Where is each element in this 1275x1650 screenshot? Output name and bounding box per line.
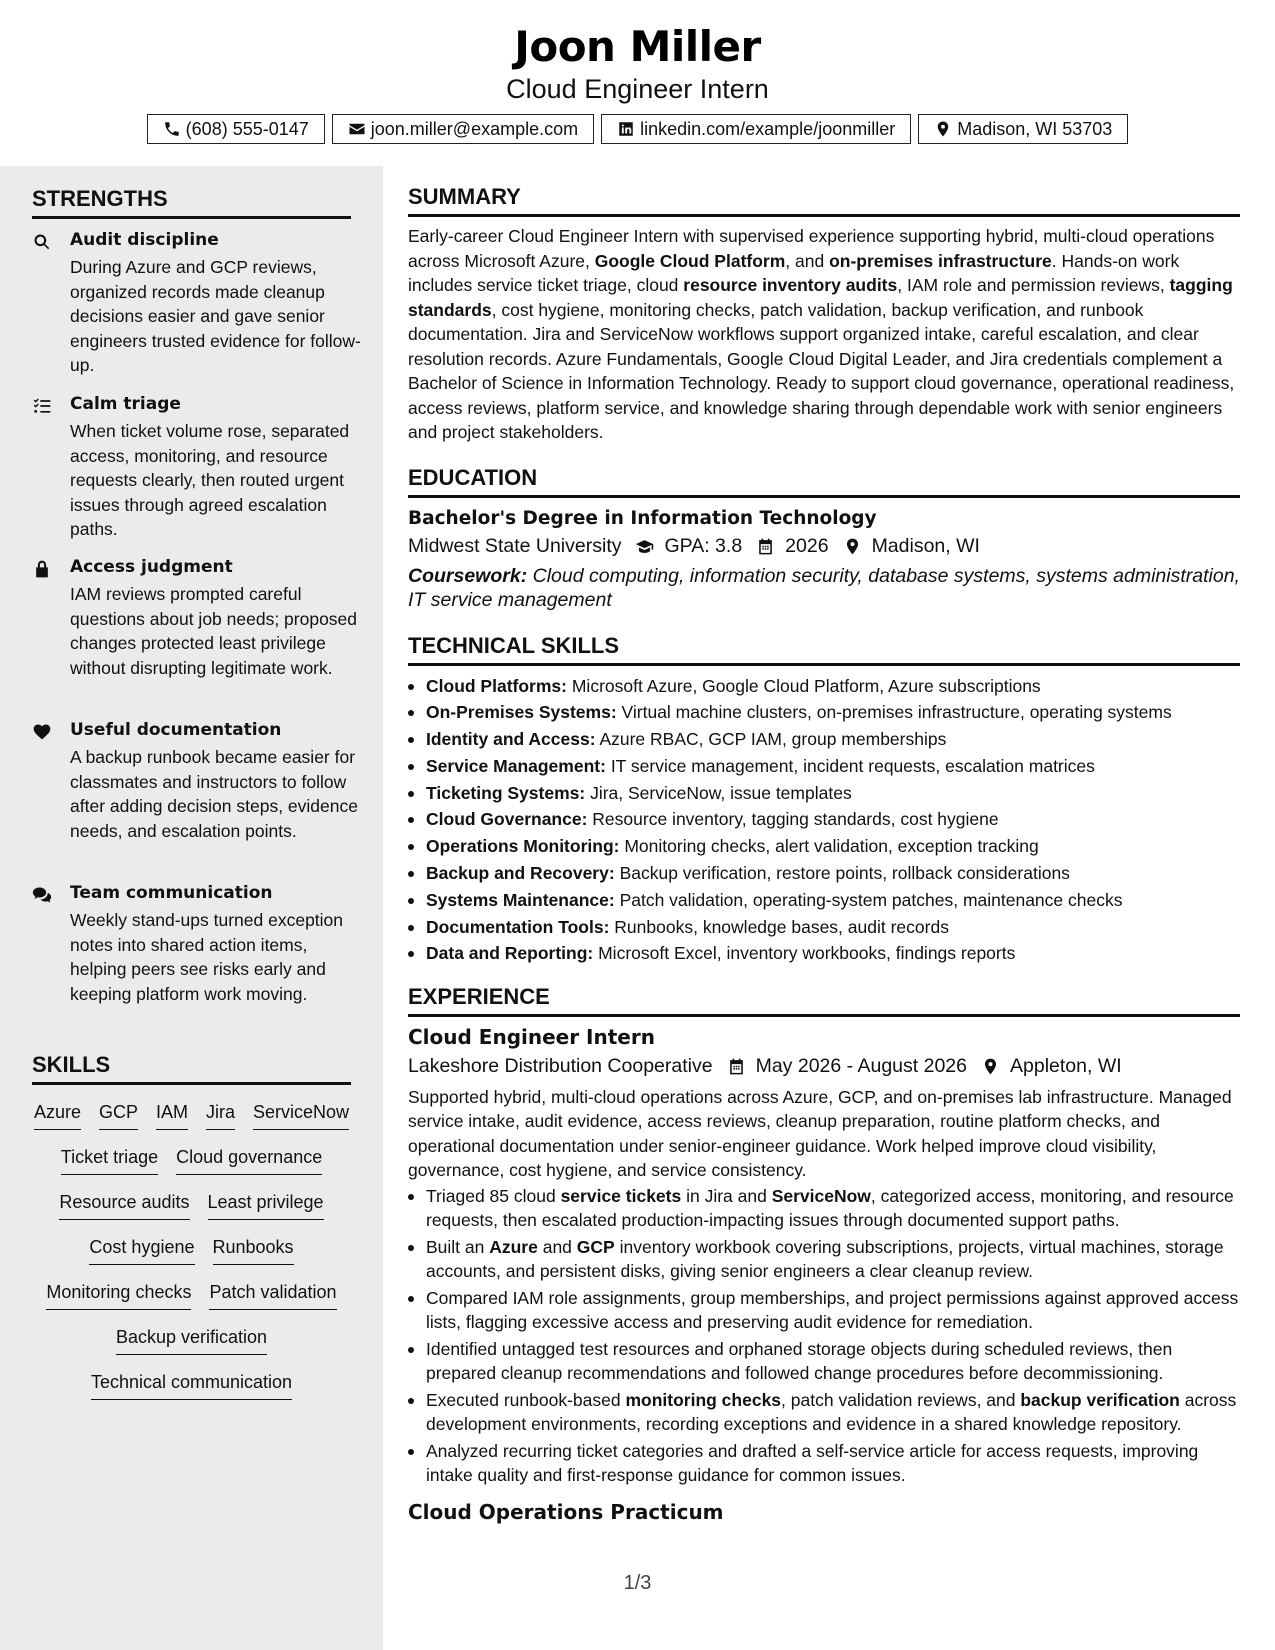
strength-title: Team communication [70,883,273,903]
list-item [408,941,1240,966]
job-title: Cloud Operations Practicum [408,1499,724,1524]
company-name: Lakeshore Distribution Cooperative [408,1054,713,1077]
skill-value: Jira, ServiceNow, issue templates [590,782,852,803]
skill-value: Runbooks, knowledge bases, audit records [614,916,949,937]
contact-location-text: Madison, WI 53703 [957,118,1113,139]
page-number: 1/3 [623,1572,652,1594]
candidate-title: Cloud Engineer Intern [506,74,769,104]
graduation-cap-icon [635,537,654,556]
skill-tag: Jira [206,1098,235,1130]
list-item: Compared IAM role assignments, group memberships, and project permissions against approved access lists, flagging excessive access and preserving audit evidence for remediation. [408,1286,1240,1335]
comments-icon [32,885,52,905]
skill-tag: Technical communication [91,1368,292,1400]
contact-email-text: joon.miller@example.com [370,118,579,139]
skill-label: On-Premises Systems: [426,702,617,723]
list-item [408,754,1240,779]
education-heading: EDUCATION [408,465,1240,498]
skill-tag: Monitoring checks [46,1278,191,1310]
skill-tag: Cost hygiene [89,1233,194,1265]
skill-value: Microsoft Excel, inventory workbooks, findings reports [598,943,1016,964]
list-item [408,781,1240,806]
coursework-text: Cloud computing, information security, database systems, systems administration, IT service management [408,564,1240,611]
contact-linkedin-text: linkedin.com/example/joonmiller [640,118,896,139]
list-item [408,807,1240,832]
skill-tag: Backup verification [116,1323,267,1355]
skill-value: Virtual machine clusters, on-premises infrastructure, operating systems [621,702,1172,723]
skill-value: Patch validation, operating-system patches, maintenance checks [619,889,1123,910]
degree-title: Bachelor's Degree in Information Technology [408,507,877,529]
job-meta [408,1055,1240,1078]
strength-title: Useful documentation [70,720,282,740]
skills-heading: SKILLS [32,1052,351,1085]
map-pin-icon [981,1057,1000,1076]
strengths-heading: STRENGTHS [32,186,351,219]
skill-value: IT service management, incident requests, escalation matrices [610,755,1095,776]
strength-desc: During Azure and GCP reviews, organized records made cleanup decisions easier and gave senior engineers trusted evidence for follow-up. [70,257,361,375]
skill-value: Microsoft Azure, Google Cloud Platform, Azure subscriptions [571,675,1041,696]
skill-tag: Cloud governance [176,1143,322,1175]
phone-icon [163,120,181,138]
contact-location [918,114,1128,144]
calendar-icon [756,537,775,556]
job-title: Cloud Engineer Intern [408,1024,655,1049]
skill-label: Cloud Platforms: [426,675,567,696]
skill-value: Azure RBAC, GCP IAM, group memberships [599,729,947,750]
job-summary: Supported hybrid, multi-cloud operations across Azure, GCP, and on-premises lab infrastructure. Managed service intake, audit evidence, access reviews, cleanup preparation, routine platform checks, and operational documentation under senior-engineer guidance. Work helped improve cloud visibility, governance, cost hygiene, and service consistency. [408,1086,1232,1181]
resume-header [0,0,1275,166]
skill-tag: IAM [156,1098,188,1130]
skill-value: Resource inventory, tagging standards, cost hygiene [592,809,999,830]
list-item [408,674,1240,699]
heart-icon [32,722,52,742]
list-item: Identified untagged test resources and orphaned storage objects during scheduled reviews, then prepared cleanup recommendations and followed change procedures before decommissioning. [408,1337,1240,1386]
skill-label: Systems Maintenance: [426,889,615,910]
strength-desc: A backup runbook became easier for classmates and instructors to follow after adding decision steps, evidence needs, and escalation points. [70,747,358,841]
search-icon [32,232,52,252]
experience-heading: EXPERIENCE [408,984,1240,1017]
technical-skills-heading: TECHNICAL SKILLS [408,633,1240,666]
skill-tag: Patch validation [209,1278,336,1310]
skill-label: Cloud Governance: [426,809,588,830]
skill-tag: Least privilege [208,1188,324,1220]
main-column [408,166,1240,1524]
job-bullets [408,1184,1240,1488]
skill-label: Service Management: [426,755,606,776]
contact-linkedin[interactable] [601,114,911,144]
job-location: Appleton, WI [1010,1054,1122,1077]
coursework [408,564,1240,613]
school-name: Midwest State University [408,534,622,557]
skill-label: Documentation Tools: [426,916,610,937]
coursework-label: Coursework: [408,564,528,587]
skill-label: Identity and Access: [426,729,596,750]
job-dates: May 2026 - August 2026 [755,1054,967,1077]
summary-heading: SUMMARY [408,184,1240,217]
skill-tag: Runbooks [213,1233,294,1265]
linkedin-icon [617,120,635,138]
sidebar [0,166,383,1650]
list-item: Executed runbook-based monitoring checks, patch validation reviews, and backup verification across development environments, recording exceptions and evidence in a shared knowledge repository. [408,1388,1240,1437]
calendar-icon [727,1057,746,1076]
skill-label: Backup and Recovery: [426,863,615,884]
map-pin-icon [843,537,862,556]
lock-icon [32,559,52,579]
strength-desc: IAM reviews prompted careful questions about job needs; proposed changes protected least privilege without disrupting legitimate work. [70,584,358,678]
skill-value: Monitoring checks, alert validation, exception tracking [624,836,1039,857]
list-check-icon [32,396,52,416]
strength-desc: When ticket volume rose, separated access, monitoring, and resource requests clearly, then routed urgent issues through agreed escalation paths. [70,421,350,539]
contact-phone[interactable] [147,114,325,144]
skill-value: Backup verification, restore points, rollback considerations [619,863,1070,884]
list-item [408,834,1240,859]
education-meta [408,535,1240,558]
map-pin-icon [934,120,952,138]
list-item [408,700,1240,725]
strength-title: Access judgment [70,557,233,577]
skill-tag: GCP [99,1098,138,1130]
summary-text: Early-career Cloud Engineer Intern with supervised experience supporting hybrid, multi-cloud operations across Microsoft Azure, Google Cloud Platform, and on-premises infrastructure. Hands-on work includes service ticket triage, cloud resource inventory audits, IAM role and permission reviews, tagging standards, cost hygiene, monitoring checks, patch validation, backup verification, and runbook documentation. Jira and ServiceNow workflows support organized intake, careful escalation, and clear resolution records. Azure Fundamentals, Google Cloud Digital Leader, and Jira credentials complement a Bachelor of Science in Information Technology. Ready to support cloud governance, operational readiness, access reviews, platform service, and knowledge sharing through dependable work with senior engineers and project stakeholders. [408,226,1235,442]
strength-title: Calm triage [70,394,181,414]
envelope-icon [348,120,366,138]
strength-desc: Weekly stand-ups turned exception notes into shared action items, helping peers see risks early and keeping platform work moving. [70,910,344,1004]
skills-tag-cloud [32,1098,351,1413]
skill-tag: ServiceNow [253,1098,349,1130]
list-item [408,915,1240,940]
candidate-name: Joon Miller [514,22,761,71]
list-item [408,888,1240,913]
contact-email[interactable] [332,114,594,144]
technical-skills-list [408,674,1240,966]
skill-tag: Azure [34,1098,81,1130]
school-location: Madison, WI [871,534,980,557]
contact-bar [0,114,1275,144]
list-item [408,727,1240,752]
skill-tag: Ticket triage [61,1143,158,1175]
list-item [408,861,1240,886]
skill-label: Ticketing Systems: [426,782,586,803]
skill-label: Data and Reporting: [426,943,594,964]
list-item: Built an Azure and GCP inventory workbook covering subscriptions, projects, virtual machines, storage accounts, and persistent disks, giving senior engineers a clear cleanup review. [408,1235,1240,1284]
skill-label: Operations Monitoring: [426,836,620,857]
list-item: Triaged 85 cloud service tickets in Jira and ServiceNow, categorized access, monitoring, and resource requests, then escalated production-impacting issues through documented support paths. [408,1184,1240,1233]
gpa: GPA: 3.8 [664,534,743,557]
contact-phone-text: (608) 555-0147 [185,118,309,139]
list-item: Analyzed recurring ticket categories and drafted a self-service article for access requests, improving intake quality and first-response guidance for common issues. [408,1439,1240,1488]
skill-tag: Resource audits [59,1188,189,1220]
graduation-year: 2026 [785,534,829,557]
strength-title: Audit discipline [70,230,219,250]
